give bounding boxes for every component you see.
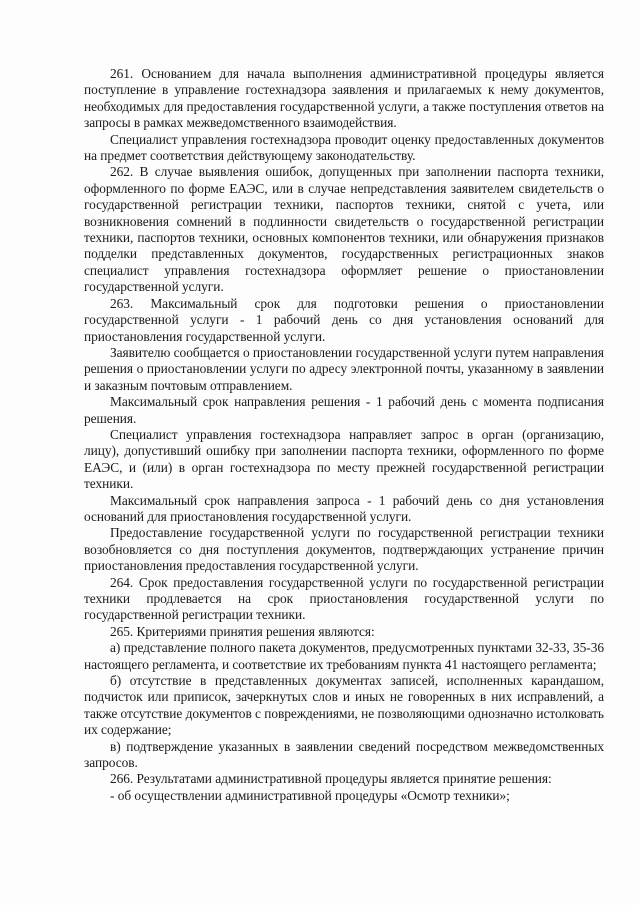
paragraph-265-c: в) подтверждение указанных в заявлении сведений посредством межведомственных запросов. [84, 738, 604, 771]
paragraph-265-a: а) представление полного пакета документов, предусмотренных пунктами 32-33, 35-36 настоящего регламента, и соответствие их требованиям пункта 41 настоящего регламента; [84, 640, 604, 672]
paragraph-266: 266. Результатами административной процедуры является принятие решения: [110, 771, 552, 787]
paragraph-266-item: - об осуществлении административной процедуры «Осмотр техники»; [110, 787, 510, 803]
paragraph-265: 265. Критериями принятия решения являются: [110, 623, 375, 639]
paragraph-decision-deadline: Максимальный срок направления решения - 1 рабочий день с момента подписания решения. [84, 394, 604, 426]
document-body [84, 66, 604, 804]
paragraph-265-b: б) отсутствие в представленных документах записей, исполненных карандашом, подчисток или приписок, зачеркнутых слов и иных не говоренных в них исправлений, а также отсутствие документов с повреждениями, не позволяющими однозначно истолковать их содержание; [84, 673, 604, 738]
paragraph-specialist-check: Специалист управления гостехнадзора проводит оценку предоставленных документов на предмет соответствия действующему законодательству. [84, 131, 604, 164]
paragraph-263: 263. Максимальный срок для подготовки решения о приостановлении государственной услуги - 1 рабочий день со дня установления оснований для приостановления государственной услуги. [84, 295, 604, 344]
paragraph-resumption: Предоставление государственной услуги по государственной регистрации техники возобновляется со дня поступления документов, подтверждающих устранение причин приостановления предоставления государственной услуги. [84, 525, 604, 574]
paragraph-notify-applicant: Заявителю сообщается о приостановлении государственной услуги путем направления решения о приостановлении услуги по адресу электронной почты, указанному в заявлении и заказным почтовым отправлением. [84, 344, 604, 393]
paragraph-request-deadline: Максимальный срок направления запроса - 1 рабочий день со дня установления оснований для приостановления государственной услуги. [84, 492, 604, 524]
paragraph-request: Специалист управления гостехнадзора направляет запрос в орган (организацию, лицу), допустивший ошибку при заполнении паспорта техники, оформленного по форме ЕАЭС, и (или) в орган гостехнадзора по месту прежней государственной регистрации техники. [84, 426, 604, 492]
paragraph-262: 262. В случае выявления ошибок, допущенных при заполнении паспорта техники, оформленного по форме ЕАЭС, или в случае непредставления заявителем свидетельств о государственной регистрации техники, паспортов техники, снятой с учета, или возникновения сомнений в подлинности свидетельств о государственной регистрации техники, паспортов техники, основных компонентов техники, или обнаружения признаков подделки представленных документов, государственных регистрационных знаков специалист управления гостехнадзора оформляет решение о приостановлении государственной услуги. [84, 164, 604, 295]
paragraph-261: 261. Основанием для начала выполнения административной процедуры является поступление в управление гостехнадзора заявления и прилагаемых к нему документов, необходимых для предоставления государственной услуги, а также поступления ответов на запросы в рамках межведомственного взаимодействия. [84, 66, 604, 131]
paragraph-264: 264. Срок предоставления государственной услуги по государственной регистрации техники продлевается на срок приостановления государственной услуги по государственной регистрации техники. [84, 574, 604, 623]
